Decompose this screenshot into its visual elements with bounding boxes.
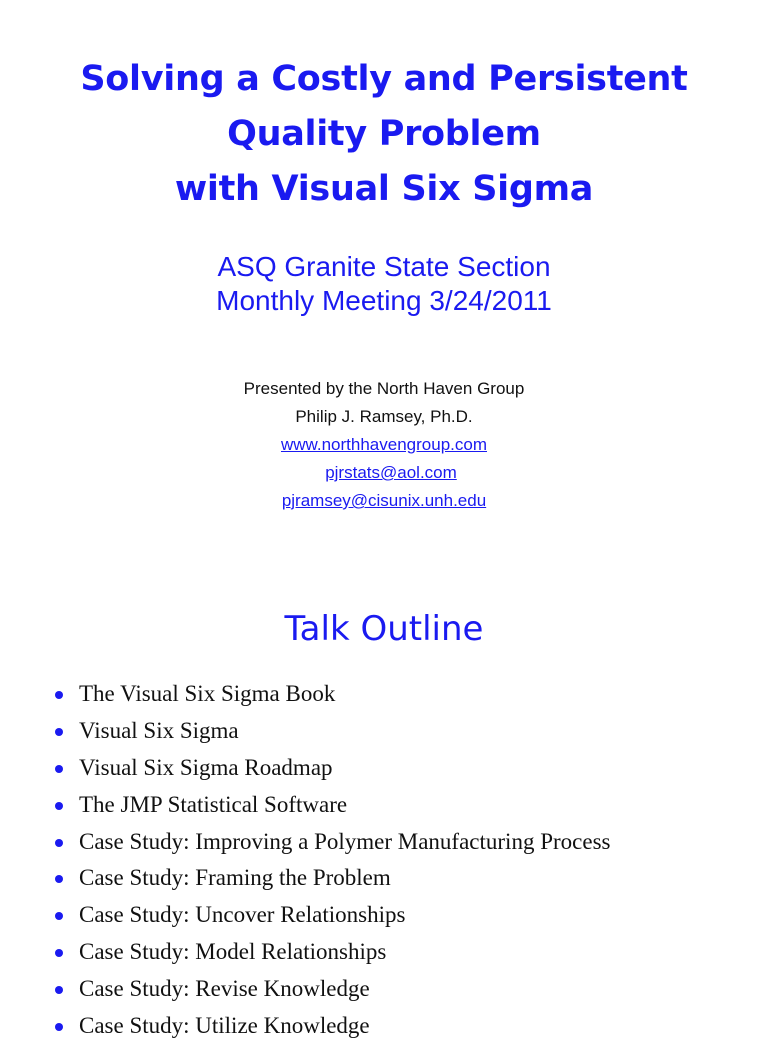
list-item-text: Case Study: Framing the Problem [79,865,391,891]
bullet-icon [55,986,63,994]
bullet-icon [55,728,63,736]
list-item-text: Case Study: Uncover Relationships [79,902,406,928]
subtitle-line-2: Monthly Meeting 3/24/2011 [216,285,552,316]
list-item [55,823,610,860]
slide-title [0,52,768,217]
presenter-block [0,375,768,515]
list-item [55,897,610,934]
list-item [55,713,610,750]
list-item-text: The JMP Statistical Software [79,791,348,817]
outline-title: Talk Outline [284,609,484,649]
outline-slide [0,600,768,1038]
list-item [55,934,610,971]
outline-list [55,676,610,1044]
email-link-aol[interactable]: pjrstats@aol.com [325,463,457,482]
presented-by-text: Presented by the North Haven Group [243,379,525,398]
bullet-icon [55,875,63,883]
list-item [55,860,610,897]
list-item-text: Visual Six Sigma Roadmap [79,754,333,780]
email-link-unh[interactable]: pjramsey@cisunix.unh.edu [281,491,487,510]
list-item [55,1007,610,1044]
bullet-icon [55,839,63,847]
list-item-text: The Visual Six Sigma Book [79,681,336,707]
title-line-2: Quality Problem [227,114,541,154]
bullet-icon [55,765,63,773]
bullet-icon [55,691,63,699]
list-item [55,970,610,1007]
bullet-icon [55,1023,63,1031]
bullet-icon [55,802,63,810]
list-item-text: Case Study: Model Relationships [79,938,387,964]
list-item-text: Case Study: Revise Knowledge [79,975,370,1001]
list-item-text: Case Study: Improving a Polymer Manufacturing Process [79,828,611,854]
title-line-3: with Visual Six Sigma [174,169,594,209]
bullet-icon [55,912,63,920]
presenter-name: Philip J. Ramsey, Ph.D. [295,407,473,426]
subtitle-line-1: ASQ Granite State Section [217,251,551,282]
website-link[interactable]: www.northhavengroup.com [280,435,487,454]
list-item [55,750,610,787]
slide-subtitle [0,250,768,318]
title-line-1: Solving a Costly and Persistent [80,59,688,99]
list-item [55,676,610,713]
list-item [55,786,610,823]
list-item-text: Case Study: Utilize Knowledge [79,1012,370,1038]
list-item-text: Visual Six Sigma [79,718,239,744]
bullet-icon [55,949,63,957]
